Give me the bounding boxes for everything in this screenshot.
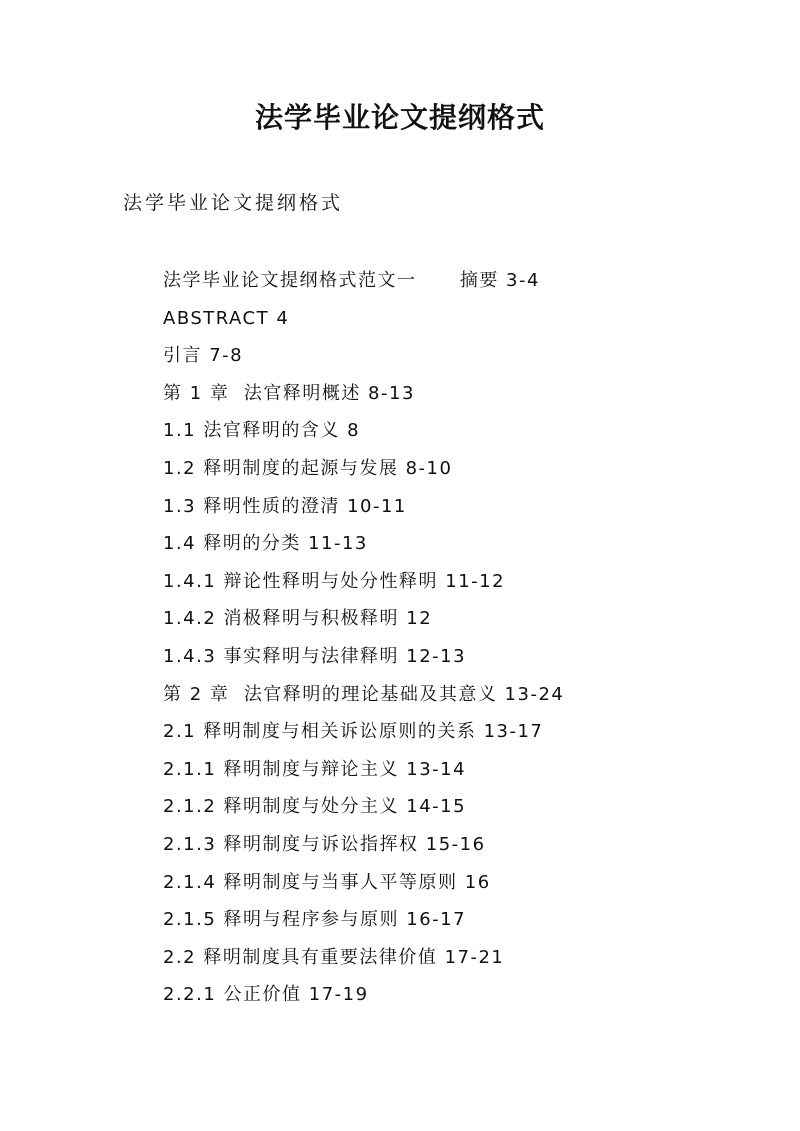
toc-line: 引言 7-8 [163,345,244,367]
toc-line: 1.1 法官释明的含义 8 [163,420,361,442]
toc-line: 1.4 释明的分类 11-13 [163,533,368,555]
toc-line: 2.1.1 释明制度与辩论主义 13-14 [163,758,467,780]
toc-line: 2.1.2 释明制度与处分主义 14-15 [163,796,467,818]
table-of-contents [163,262,564,1014]
page-title: 法学毕业论文提纲格式 [254,101,545,134]
toc-line: 2.1.4 释明制度与当事人平等原则 16 [163,871,491,893]
toc-line: 1.4.2 消极释明与积极释明 12 [163,608,433,630]
toc-line: 1.4.3 事实释明与法律释明 12-13 [163,645,467,667]
toc-line: 第 2 章 法官释明的理论基础及其意义 13-24 [163,683,565,705]
toc-line: 2.1 释明制度与相关诉讼原则的关系 13-17 [163,721,544,743]
toc-line: 1.2 释明制度的起源与发展 8-10 [163,457,453,479]
toc-line: 2.2.1 公正价值 17-19 [163,984,369,1006]
toc-line: 2.1.5 释明与程序参与原则 16-17 [163,909,467,931]
toc-line: 第 1 章 法官释明概述 8-13 [163,382,415,404]
toc-line: 1.4.1 辩论性释明与处分性释明 11-12 [163,570,506,592]
toc-line: ABSTRACT 4 [163,307,290,329]
toc-line: 2.1.3 释明制度与诉讼指挥权 15-16 [163,833,486,855]
document-subtitle: 法学毕业论文提纲格式 [123,192,344,214]
toc-line: 1.3 释明性质的澄清 10-11 [163,495,407,517]
toc-line: 法学毕业论文提纲格式范文一 摘要 3-4 [163,270,540,291]
toc-line: 2.2 释明制度具有重要法律价值 17-21 [163,946,505,968]
